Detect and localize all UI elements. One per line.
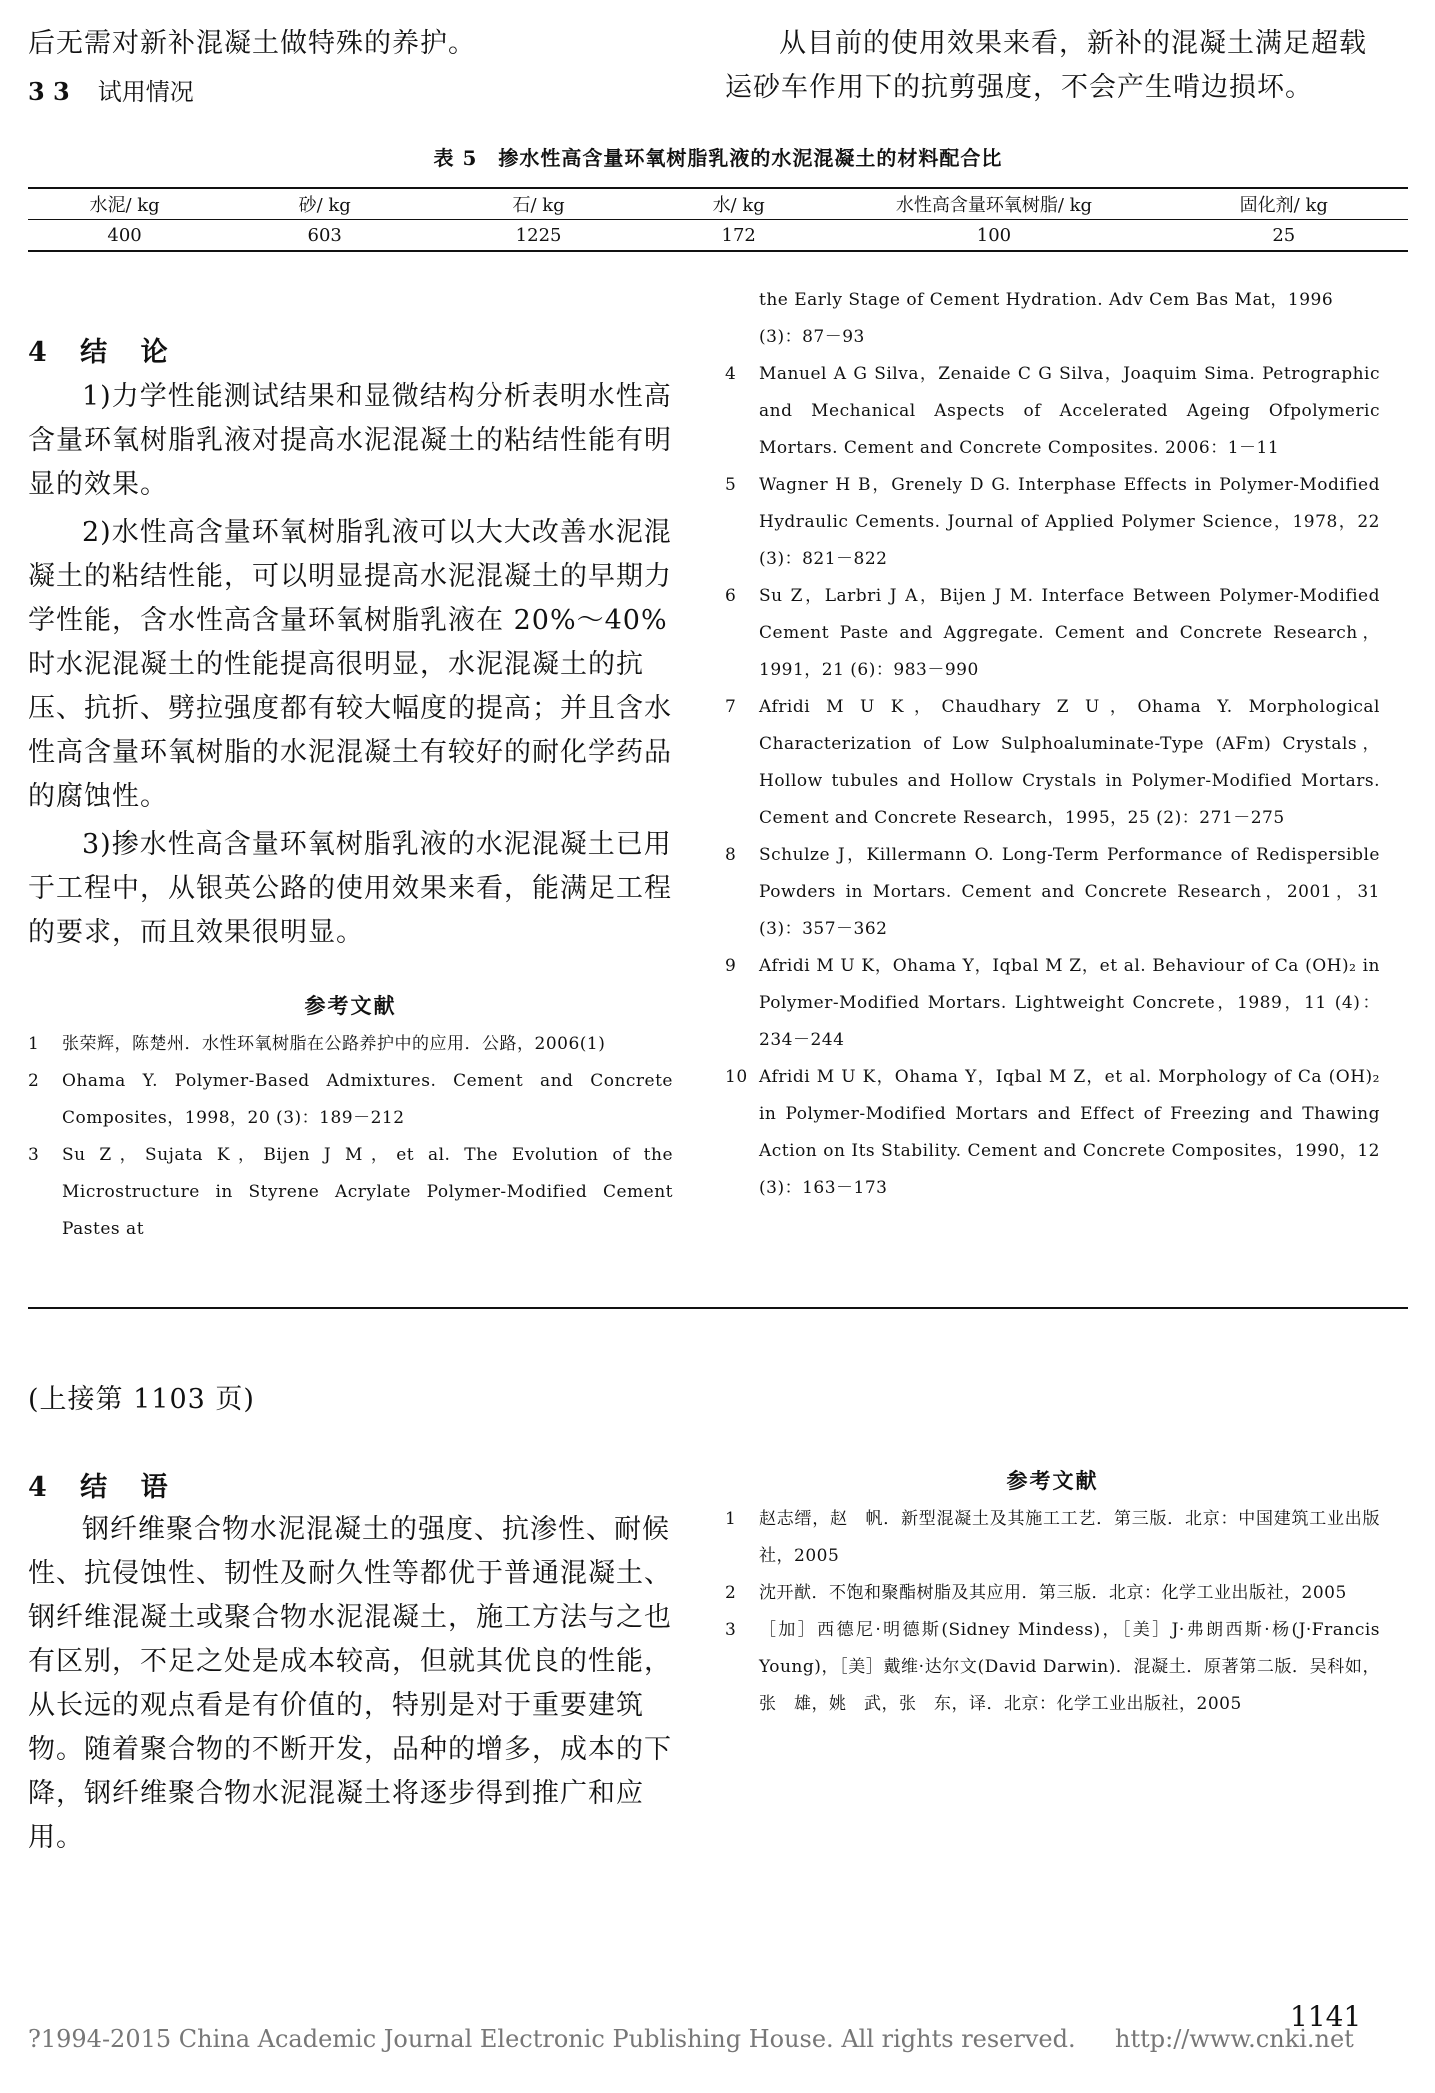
reference-item xyxy=(725,1501,1380,1575)
conclusion-paragraph-1: 1)力学性能测试结果和显微结构分析表明水性高含量环氧树脂乳液对提高水泥混凝土的粘结性能有明显的效果。 xyxy=(28,381,672,500)
reference-text: 沈开猷．不饱和聚酯树脂及其应用．第三版．北京：化学工业出版社，2005 xyxy=(759,1583,1347,1603)
subsection-number: 3 3 xyxy=(28,77,70,106)
header-stone: 石/ kg xyxy=(512,195,565,216)
reference-continuation: the Early Stage of Cement Hydration. Adv Cem Bas Mat，1996 (3)：87－93 xyxy=(759,290,1334,347)
reference-text: Su Z，Sujata K，Bijen J M，et al. The Evolution of the Microstructure in Styrene Acrylate Polymer-Modified Cement Pastes at xyxy=(62,1145,673,1239)
reference-number: 3 xyxy=(725,1620,737,1640)
reference-text: ［加］西德尼·明德斯(Sidney Mindess)，［美］J·弗朗西斯·杨(J·Francis Young)，［美］戴维·达尔文(David Darwin)．混凝土．原著第二版．吴科如，张 雄，姚 武，张 东，译．北京：化学工业出版社，2005 xyxy=(759,1620,1380,1714)
mix-ratio-table xyxy=(28,187,1408,252)
footer-url[interactable]: http://www.cnki.net xyxy=(1115,2025,1354,2053)
closing-paragraph: 钢纤维聚合物水泥混凝土的强度、抗渗性、耐候性、抗侵蚀性、韧性及耐久性等都优于普通混凝土、钢纤维混凝土或聚合物水泥混凝土，施工方法与之也有区别，不足之处是成本较高，但就其优良的性能，从长远的观点看是有价值的，特别是对于重要建筑物。随着聚合物的不断开发，品种的增多，成本的下降，钢纤维聚合物水泥混凝土将逐步得到推广和应用。 xyxy=(28,1514,672,1853)
subsection-title: 试用情况 xyxy=(97,78,194,106)
reference-text: Ohama Y. Polymer-Based Admixtures. Cement and Concrete Composites，1998，20 (3)：189－212 xyxy=(62,1071,673,1128)
table-header-row xyxy=(28,188,1408,220)
references-left xyxy=(28,990,673,1248)
right-top-paragraph: 从目前的使用效果来看，新补的混凝土满足超载运砂车作用下的抗剪强度，不会产生啃边损坏。 xyxy=(725,28,1367,103)
conclusion-paragraph-3: 3)掺水性高含量环氧树脂乳液的水泥混凝土已用于工程中，从银英公路的使用效果来看，能满足工程的要求，而且效果很明显。 xyxy=(28,829,672,948)
reference-item xyxy=(725,1612,1380,1723)
reference-item xyxy=(725,1575,1380,1612)
header-hardener: 固化剂/ kg xyxy=(1239,195,1328,216)
reference-number: 1 xyxy=(725,1509,737,1529)
reference-text: Schulze J，Killermann O. Long-Term Performance of Redispersible Powders in Mortars. Cement and Concrete Research，2001，31 (3)：357－362 xyxy=(759,845,1380,939)
reference-number: 10 xyxy=(725,1067,748,1087)
reference-number: 7 xyxy=(725,697,737,717)
reference-item xyxy=(725,356,1380,467)
continued-note: (上接第 1103 页) xyxy=(28,1384,255,1415)
reference-item xyxy=(28,1026,673,1063)
subsection-heading xyxy=(28,72,194,107)
reference-number: 5 xyxy=(725,475,737,495)
conclusion-section xyxy=(28,330,673,955)
table-row xyxy=(28,220,1408,252)
reference-text: Afridi M U K，Chaudhary Z U，Ohama Y. Morphological Characterization of Low Sulphoaluminate-Type (AFm) Crystals，Hollow tubules and Hollow Crystals in Polymer-Modified Mortars. Cement and Concrete Research，1995，25 (2)：271－275 xyxy=(759,697,1380,828)
reference-text: Afridi M U K，Ohama Y，Iqbal M Z，et al. Morphology of Ca (OH)₂ in Polymer-Modified Mortars and Effect of Freezing and Thawing Action on Its Stability. Cement and Concrete Composites，1990，12 (3)：163－173 xyxy=(759,1067,1380,1198)
reference-number: 3 xyxy=(28,1145,40,1165)
header-cement: 水泥/ kg xyxy=(89,195,160,216)
references-title: 参考文献 xyxy=(1006,1468,1099,1493)
header-sand: 砂/ kg xyxy=(298,195,351,216)
section-divider xyxy=(28,1307,1408,1309)
references-second xyxy=(725,1465,1380,1723)
references-title: 参考文献 xyxy=(304,993,397,1018)
reference-text: 赵志缙，赵 帆．新型混凝土及其施工工艺．第三版．北京：中国建筑工业出版社，2005 xyxy=(759,1509,1380,1566)
header-water: 水/ kg xyxy=(712,195,765,216)
reference-item xyxy=(28,1063,673,1137)
reference-number: 9 xyxy=(725,956,737,976)
table-caption: 表 5 掺水性高含量环氧树脂乳液的水泥混凝土的材料配合比 xyxy=(433,146,1003,170)
cell-cement: 400 xyxy=(107,224,142,246)
references-right xyxy=(725,282,1380,1207)
reference-item xyxy=(725,467,1380,578)
reference-item xyxy=(725,837,1380,948)
page-number: 1141 xyxy=(1290,2000,1362,2033)
reference-item xyxy=(725,1059,1380,1207)
closing-section xyxy=(28,1465,673,1860)
reference-item xyxy=(725,578,1380,689)
conclusion-paragraph-2: 2)水性高含量环氧树脂乳液可以大大改善水泥混凝土的粘结性能，可以明显提高水泥混凝土的早期力学性能，含水性高含量环氧树脂乳液在 20%～40%时水泥混凝土的性能提高很明显，水泥混凝土的抗压、抗折、劈拉强度都有较大幅度的提高；并且含水性高含量环氧树脂的水泥混凝土有较好的耐化学药品的腐蚀性。 xyxy=(28,517,672,812)
reference-item xyxy=(28,1137,673,1248)
cell-epoxy: 100 xyxy=(976,224,1012,246)
reference-text: Afridi M U K，Ohama Y，Iqbal M Z，et al. Behaviour of Ca (OH)₂ in Polymer-Modified Mortars. Lightweight Concrete，1989，11 (4)：234－244 xyxy=(759,956,1380,1050)
section-title: 4 结 语 xyxy=(28,1472,180,1503)
cell-hardener: 25 xyxy=(1272,224,1296,246)
reference-number: 2 xyxy=(28,1071,40,1091)
reference-number: 1 xyxy=(28,1034,40,1054)
cell-stone: 1225 xyxy=(515,224,562,246)
reference-text: Su Z，Larbri J A，Bijen J M. Interface Between Polymer-Modified Cement Paste and Aggregate. Cement and Concrete Research，1991，21 (6)：983－990 xyxy=(759,586,1380,680)
cell-sand: 603 xyxy=(307,224,342,246)
reference-number: 4 xyxy=(725,364,737,384)
reference-number: 6 xyxy=(725,586,737,606)
reference-text: Wagner H B，Grenely D G. Interphase Effects in Polymer-Modified Hydraulic Cements. Journal of Applied Polymer Science，1978，22 (3)：821－822 xyxy=(759,475,1380,569)
section-title: 4 结 论 xyxy=(28,337,180,368)
reference-number: 8 xyxy=(725,845,737,865)
left-top-line: 后无需对新补混凝土做特殊的养护。 xyxy=(28,28,476,59)
reference-text: Manuel A G Silva，Zenaide C G Silva，Joaquim Sima. Petrographic and Mechanical Aspects of Accelerated Ageing Ofpolymeric Mortars. Cement and Concrete Composites. 2006：1－11 xyxy=(759,364,1380,458)
header-epoxy: 水性高含量环氧树脂/ kg xyxy=(895,195,1093,216)
reference-item xyxy=(725,689,1380,837)
cell-water: 172 xyxy=(721,224,756,246)
reference-number: 2 xyxy=(725,1583,737,1603)
reference-text: 张荣辉，陈楚州．水性环氧树脂在公路养护中的应用．公路，2006(1) xyxy=(62,1034,606,1054)
copyright-notice: ?1994-2015 China Academic Journal Electronic Publishing House. All rights reserved. xyxy=(28,2025,1076,2053)
reference-item xyxy=(725,948,1380,1059)
